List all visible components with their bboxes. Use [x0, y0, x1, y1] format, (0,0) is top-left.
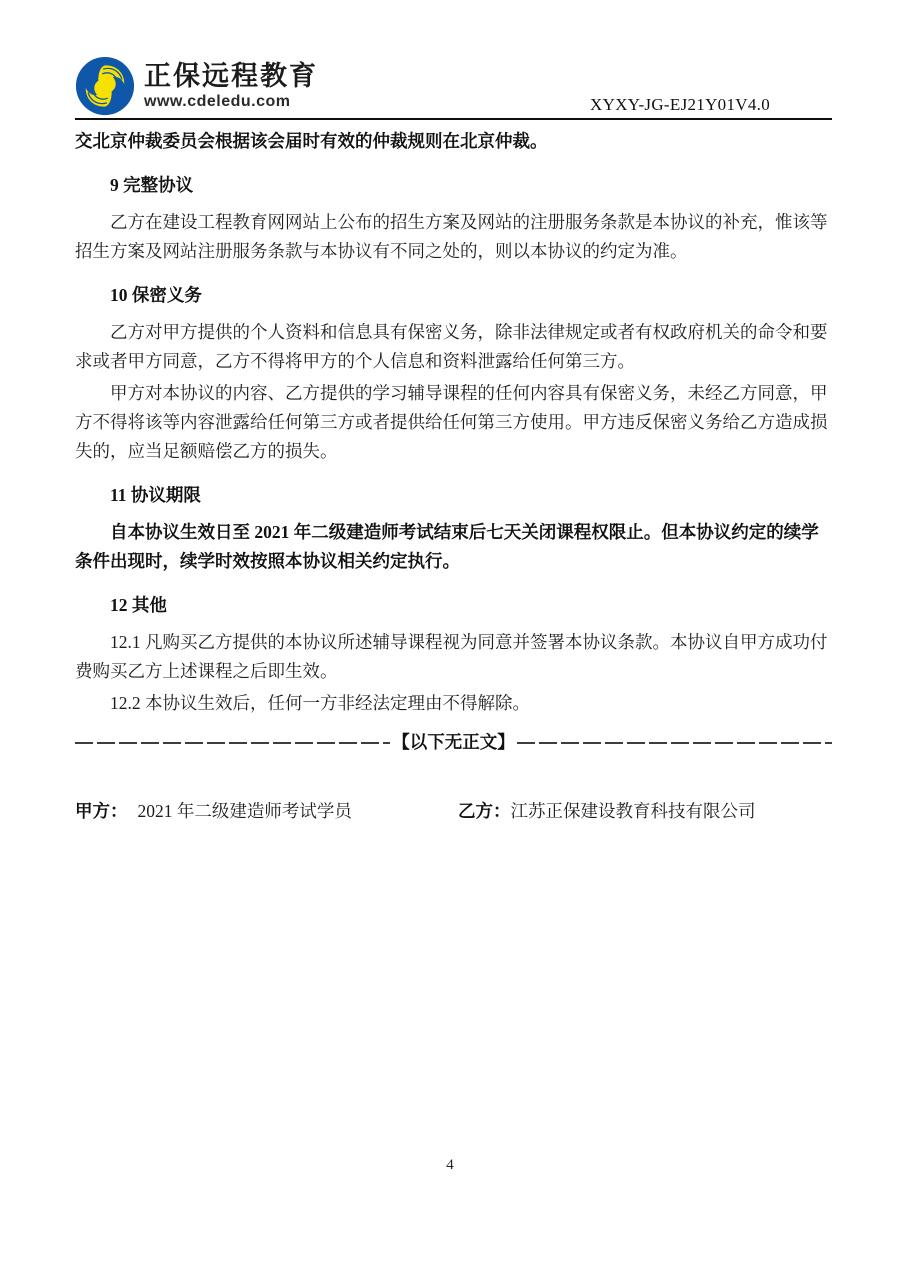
brand-swirl-icon [75, 56, 135, 116]
party-a-value: 2021 年二级建造师考试学员 [137, 801, 352, 821]
intro-paragraph: 交北京仲裁委员会根据该会届时有效的仲裁规则在北京仲裁。 [75, 131, 548, 151]
document-body [75, 127, 832, 826]
brand-name: 正保远程教育 [144, 61, 318, 92]
section-heading: 12 其他 [110, 595, 167, 615]
party-a [75, 797, 458, 826]
party-b [458, 797, 756, 826]
section-paragraph: 乙方在建设工程教育网网站上公布的招生方案及网站的注册服务条款是本协议的补充，惟该等招生方案及网站注册服务条款与本协议有不同之处的，则以本协议的约定为准。 [75, 212, 828, 261]
document-code: XYXY-JG-EJ21Y01V4.0 [590, 95, 770, 114]
brand-website: www.cdeledu.com [144, 92, 291, 110]
divider-dash-right [517, 742, 832, 744]
section-heading: 9 完整协议 [110, 175, 194, 195]
section-paragraph: 自本协议生效日至 2021 年二级建造师考试结束后七天关闭课程权限止。但本协议约定的续学条件出现时，续学时效按照本协议相关约定执行。 [75, 522, 819, 571]
section-paragraph: 12.1 凡购买乙方提供的本协议所述辅导课程视为同意并签署本协议条款。本协议自甲方成功付费购买乙方上述课程之后即生效。 [75, 632, 828, 681]
party-b-label: 乙方： [458, 801, 511, 821]
section-9 [75, 171, 832, 266]
signature-row [75, 797, 832, 826]
section-paragraph: 甲方对本协议的内容、乙方提供的学习辅导课程的任何内容具有保密义务，未经乙方同意，甲方不得将该等内容泄露给任何第三方或者提供给任何第三方使用。甲方违反保密义务给乙方造成损失的，应当足额赔偿乙方的损失。 [75, 383, 828, 461]
brand-logo [75, 56, 318, 116]
section-paragraph: 乙方对甲方提供的个人资料和信息具有保密义务，除非法律规定或者有权政府机关的命令和要求或者甲方同意，乙方不得将甲方的个人信息和资料泄露给任何第三方。 [75, 322, 828, 371]
section-12 [75, 591, 832, 718]
end-of-text-label: 【以下无正文】 [392, 732, 515, 752]
section-heading: 11 协议期限 [110, 485, 201, 505]
section-heading: 10 保密义务 [110, 285, 202, 305]
brand-text-block [144, 61, 318, 110]
end-of-text-divider [75, 728, 832, 757]
divider-dash-left [75, 742, 390, 744]
party-a-label: 甲方： [75, 801, 128, 821]
page-number: 4 [446, 1157, 454, 1173]
party-b-value: 江苏正保建设教育科技有限公司 [510, 801, 756, 821]
section-11 [75, 481, 832, 576]
page-content [75, 0, 832, 826]
section-10 [75, 281, 832, 466]
page-header [75, 0, 832, 120]
section-paragraph: 12.2 本协议生效后，任何一方非经法定理由不得解除。 [110, 693, 530, 713]
